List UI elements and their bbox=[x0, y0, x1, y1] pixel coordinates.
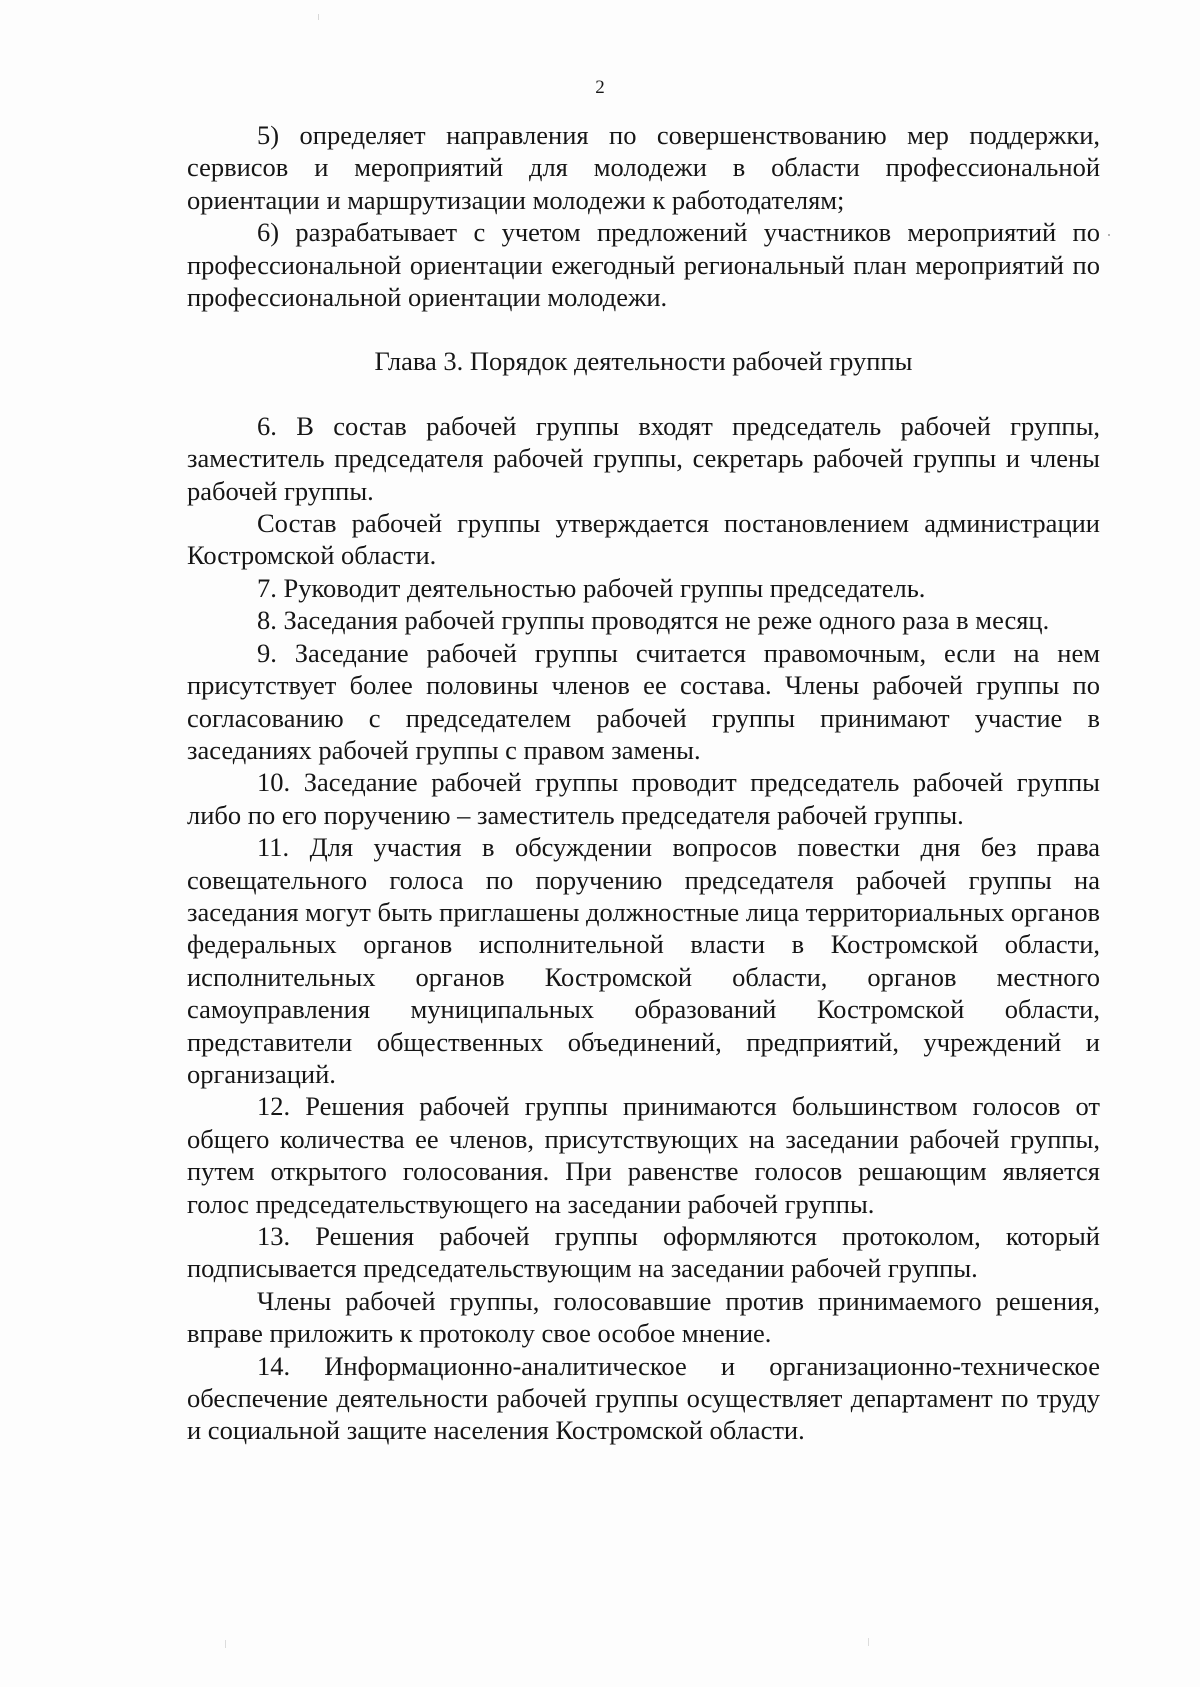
document-body bbox=[187, 119, 1100, 1447]
paragraph-14: 14. Информационно-аналитическое и организационно-техническое обеспечение деятельности рабочей группы осуществляет департамент по труду и социальной защите населения Костромской области. bbox=[187, 1350, 1100, 1446]
paragraph-11: 11. Для участия в обсуждении вопросов повестки дня без права совещательного голоса по поручению председателя рабочей группы на заседания могут быть приглашены должностные лица территориальных органов федеральных органов исполнительной власти в Костромской области, исполнительных органов Костромской области, органов местного самоуправления муниципальных образований Костромской области, представители общественных объединений, предприятий, учреждений и организаций. bbox=[187, 832, 1100, 1089]
paragraph-item-6: 6) разрабатывает с учетом предложений участников мероприятий по профессиональной ориентации ежегодный региональный план мероприятий по профессиональной ориентации молодежи. bbox=[187, 217, 1100, 313]
chapter-heading: Глава 3. Порядок деятельности рабочей группы bbox=[374, 346, 913, 377]
paragraph-13-dissent: Члены рабочей группы, голосовавшие против принимаемого решения, вправе приложить к протоколу свое особое мнение. bbox=[187, 1285, 1100, 1349]
scan-speck bbox=[1108, 234, 1110, 236]
scan-speck bbox=[225, 1640, 226, 1648]
paragraph-6-composition: Состав рабочей группы утверждается постановлением администрации Костромской области. bbox=[187, 508, 1100, 571]
page-number: 2 bbox=[595, 77, 605, 98]
paragraph-6: 6. В состав рабочей группы входят председатель рабочей группы, заместитель председателя рабочей группы, секретарь рабочей группы и члены рабочей группы. bbox=[187, 410, 1100, 506]
paragraph-13: 13. Решения рабочей группы оформляются протоколом, который подписывается председательствующим на заседании рабочей группы. bbox=[187, 1221, 1100, 1284]
paragraph-9: 9. Заседание рабочей группы считается правомочным, если на нем присутствует более половины членов ее состава. Члены рабочей группы по согласованию с председателем рабочей группы принимают участие в заседаниях рабочей группы с правом замены. bbox=[187, 637, 1100, 765]
paragraph-item-5: 5) определяет направления по совершенствованию мер поддержки, сервисов и мероприятий для молодежи в области профессиональной ориентации и маршрутизации молодежи к работодателям; bbox=[187, 120, 1100, 215]
scan-speck bbox=[868, 1638, 869, 1646]
paragraph-8: 8. Заседания рабочей группы проводятся не реже одного раза в месяц. bbox=[257, 605, 1050, 636]
paragraph-10: 10. Заседание рабочей группы проводит председатель рабочей группы либо по его поручению – заместитель председателя рабочей группы. bbox=[187, 767, 1100, 830]
paragraph-12: 12. Решения рабочей группы принимаются большинством голосов от общего количества ее членов, присутствующих на заседании рабочей группы, путем открытого голосования. При равенстве голосов решающим является голос председательствующего на заседании рабочей группы. bbox=[187, 1091, 1100, 1219]
scan-speck bbox=[318, 14, 319, 20]
paragraph-7: 7. Руководит деятельностью рабочей группы председатель. bbox=[257, 572, 926, 603]
